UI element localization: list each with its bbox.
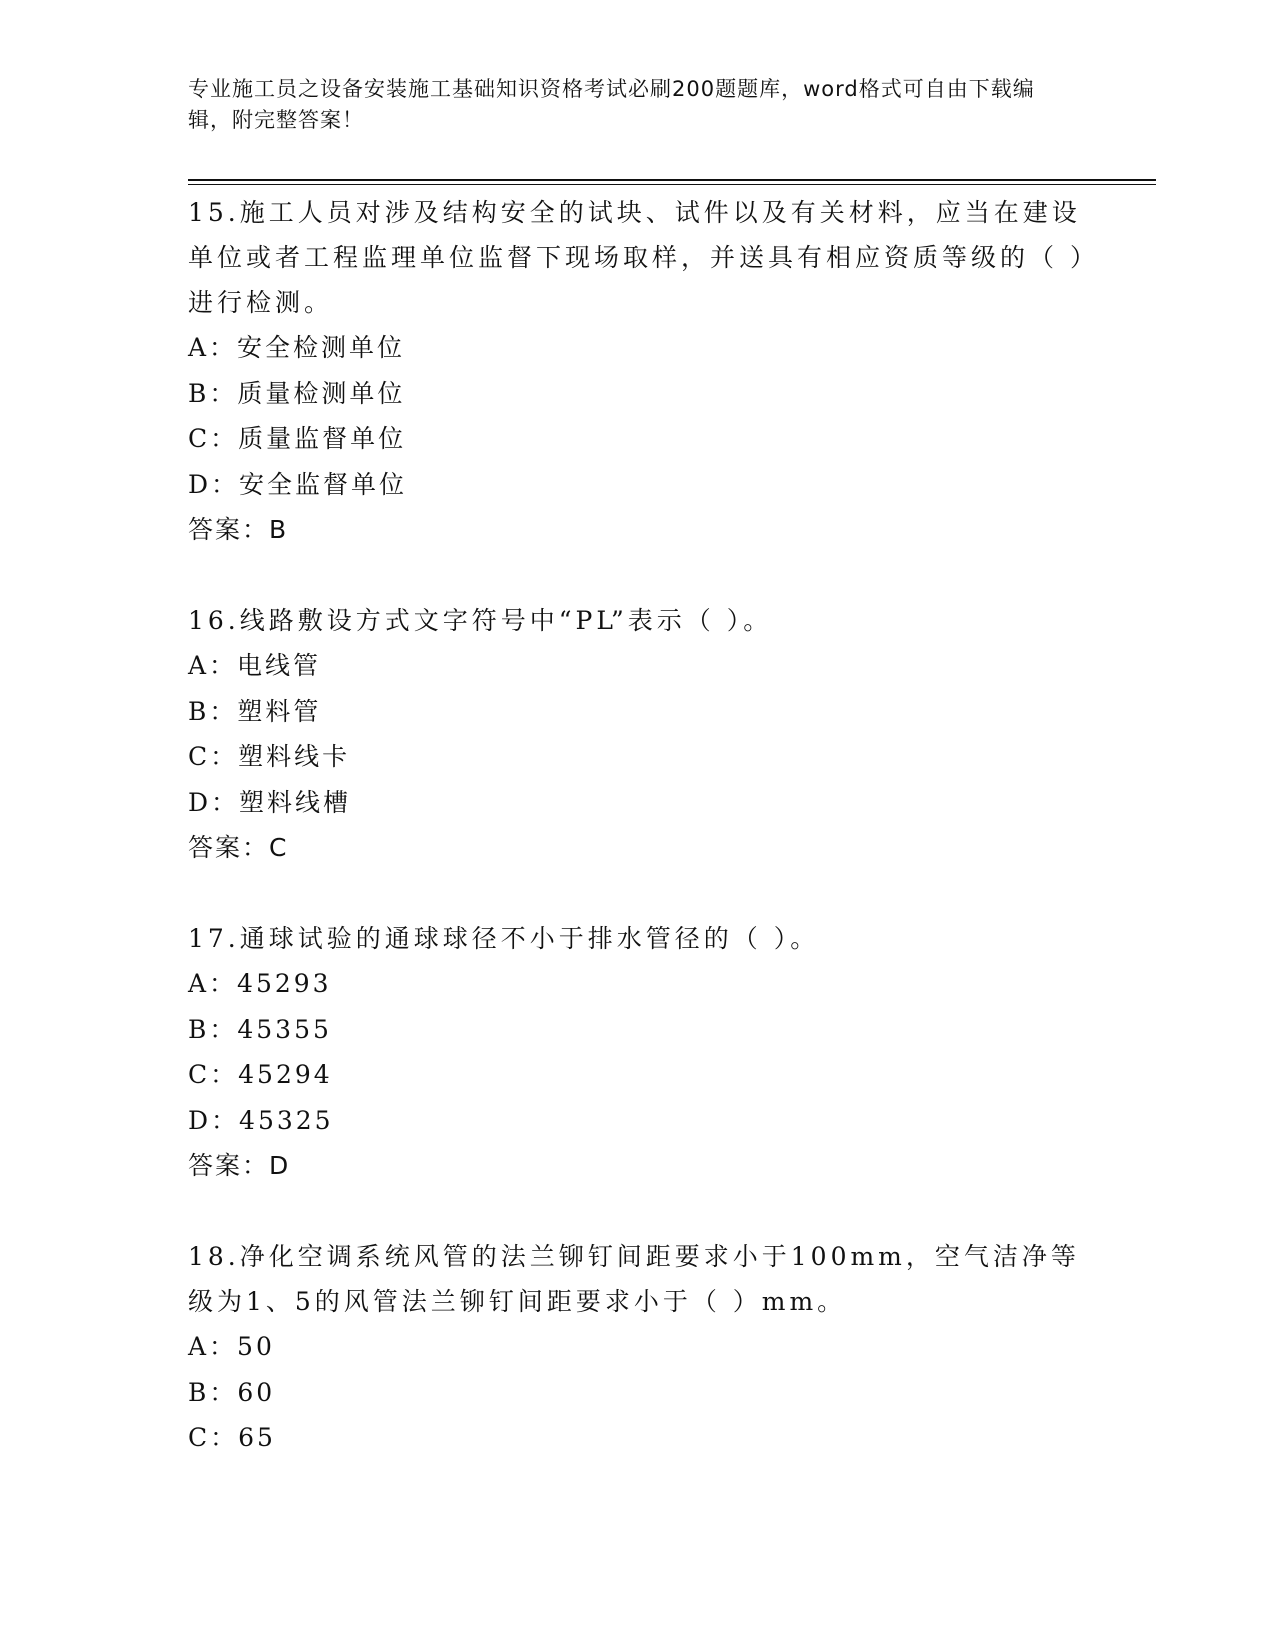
spacer bbox=[188, 870, 1088, 916]
option-d: D：45325 bbox=[188, 1105, 334, 1135]
option-b: B：60 bbox=[188, 1377, 276, 1407]
option-a: A：45293 bbox=[188, 969, 332, 998]
option-a: A：安全检测单位 bbox=[188, 333, 406, 362]
question-16 bbox=[188, 598, 1088, 870]
question-17 bbox=[188, 916, 1088, 1188]
document-header-title: 专业施工员之设备安装施工基础知识资格考试必刷200题题库，word格式可自由下载编辑，附完整答案！ bbox=[188, 77, 1035, 132]
question-list bbox=[188, 190, 1088, 1461]
answer-line: 答案：B bbox=[188, 515, 289, 544]
option-d: D：安全监督单位 bbox=[188, 469, 408, 499]
spacer bbox=[188, 552, 1088, 598]
option-c: C：塑料线卡 bbox=[188, 742, 351, 771]
option-b: B：45355 bbox=[188, 1014, 332, 1044]
option-b: B：塑料管 bbox=[188, 696, 322, 726]
question-15 bbox=[188, 190, 1088, 552]
option-a: A：电线管 bbox=[188, 651, 322, 680]
option-a: A：50 bbox=[188, 1332, 275, 1361]
option-c: C：65 bbox=[188, 1423, 276, 1452]
option-b: B：质量检测单位 bbox=[188, 378, 406, 408]
question-text: 16.线路敷设方式文字符号中“PL”表示（ ）。 bbox=[188, 606, 773, 635]
option-c: C：45294 bbox=[188, 1060, 333, 1089]
header-divider-thick bbox=[188, 179, 1156, 181]
question-text: 17.通球试验的通球球径不小于排水管径的（ ）。 bbox=[188, 924, 820, 953]
spacer bbox=[188, 1188, 1088, 1234]
question-text: 15.施工人员对涉及结构安全的试块、试件以及有关材料，应当在建设单位或者工程监理单位监督下现场取样，并送具有相应资质等级的（ ）进行检测。 bbox=[188, 198, 1087, 317]
header-divider-thin bbox=[188, 184, 1156, 185]
option-c: C：质量监督单位 bbox=[188, 424, 407, 453]
answer-line: 答案：C bbox=[188, 833, 289, 862]
answer-line: 答案：D bbox=[188, 1151, 291, 1180]
option-d: D：塑料线槽 bbox=[188, 787, 352, 817]
question-text: 18.净化空调系统风管的法兰铆钉间距要求小于100mm，空气洁净等级为1、5的风管法兰铆钉间距要求小于（ ）mm。 bbox=[188, 1242, 1080, 1316]
question-18 bbox=[188, 1234, 1088, 1461]
